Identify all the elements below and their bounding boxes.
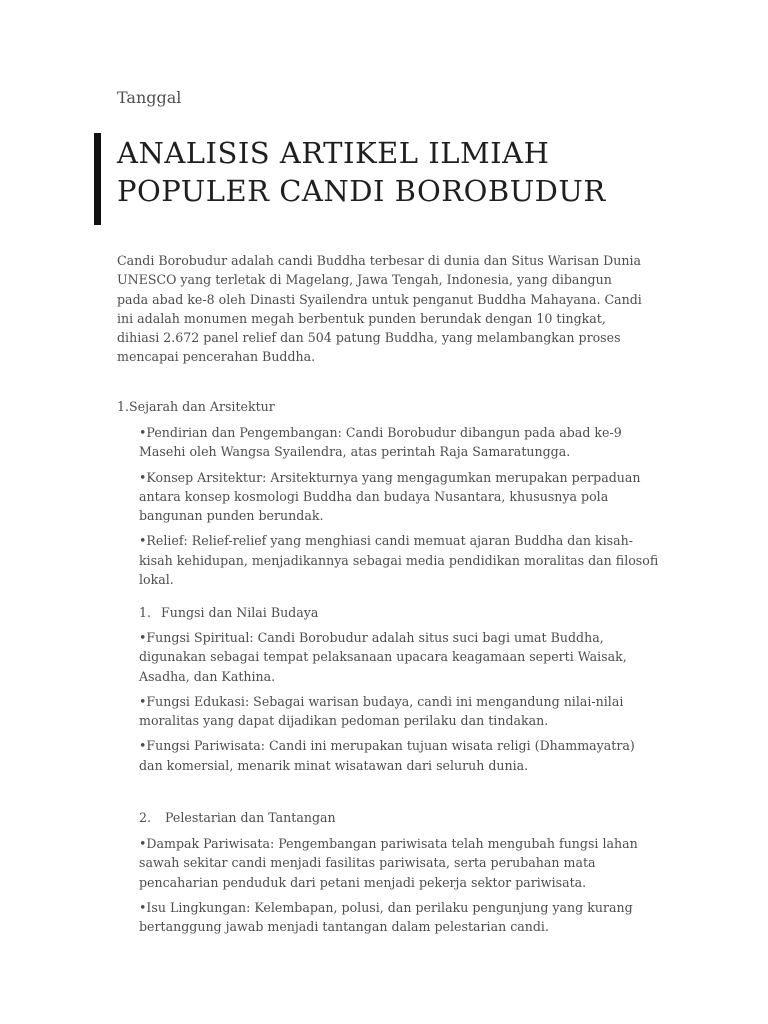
title-accent-bar <box>94 133 101 225</box>
list-item: •Relief: Relief-relief yang menghiasi candi memuat ajaran Buddha dan kisah-kisah kehidupan, menjadikannya sebagai media pendidikan moralitas dan filosofi lokal. <box>139 533 659 588</box>
section-heading-pelestarian <box>139 808 336 827</box>
section-title: Pelestarian dan Tantangan <box>165 810 336 825</box>
list-item: •Konsep Arsitektur: Arsitekturnya yang mengagumkan merupakan perpaduan antara konsep kosmologi Buddha dan budaya Nusantara, khususnya pola bangunan punden berundak. <box>139 469 641 524</box>
section-number: 2. <box>139 810 152 825</box>
document-title <box>117 134 677 210</box>
title-line-1: ANALISIS ARTIKEL ILMIAH <box>117 136 550 170</box>
section-list-fungsi <box>139 628 659 781</box>
section-heading-sejarah <box>117 397 275 416</box>
list-item: •Fungsi Pariwisata: Candi ini merupakan tujuan wisata religi (Dhammayatra) dan komersial, menarik minat wisatawan dari seluruh dunia. <box>139 738 635 773</box>
list-item: •Pendirian dan Pengembangan: Candi Borobudur dibangun pada abad ke-9 Masehi oleh Wangsa Syailendra, atas perintah Raja Samaratungga. <box>139 425 622 460</box>
section-number: 1. <box>139 605 152 620</box>
intro-paragraph: Candi Borobudur adalah candi Buddha terbesar di dunia dan Situs Warisan Dunia UNESCO yang terletak di Magelang, Jawa Tengah, Indonesia, yang dibangun pada abad ke-8 oleh Dinasti Syailendra untuk penganut Buddha Mahayana. Candi ini adalah monumen megah berbentuk punden berundak dengan 10 tingkat, dihiasi 2.672 panel relief dan 504 patung Buddha, yang melambangkan proses mencapai pencerahan Buddha. <box>117 253 642 365</box>
list-item: •Fungsi Edukasi: Sebagai warisan budaya, candi ini mengandung nilai-nilai moralitas yang dapat dijadikan pedoman perilaku dan tindakan. <box>139 693 624 729</box>
section-list-pelestarian <box>139 834 659 942</box>
title-line-2: POPULER CANDI BOROBUDUR <box>117 174 606 208</box>
date-label: Tanggal <box>117 88 182 107</box>
section-list-sejarah <box>139 423 659 595</box>
section-title: Sejarah dan Arsitektur <box>129 399 275 414</box>
list-item: •Isu Lingkungan: Kelembapan, polusi, dan perilaku pengunjung yang kurang bertanggung jawab menjadi tantangan dalam pelestarian candi. <box>139 899 633 935</box>
section-number: 1. <box>117 399 130 414</box>
section-title: Fungsi dan Nilai Budaya <box>161 605 319 620</box>
list-item: •Fungsi Spiritual: Candi Borobudur adalah situs suci bagi umat Buddha, digunakan sebagai tempat pelaksanaan upacara keagamaan seperti Waisak, Asadha, dan Kathina. <box>139 630 627 684</box>
section-heading-fungsi <box>139 603 318 622</box>
list-item: •Dampak Pariwisata: Pengembangan pariwisata telah mengubah fungsi lahan sawah sekitar candi menjadi fasilitas pariwisata, serta perubahan mata pencaharian penduduk dari petani menjadi pekerja sektor pariwisata. <box>139 836 638 890</box>
